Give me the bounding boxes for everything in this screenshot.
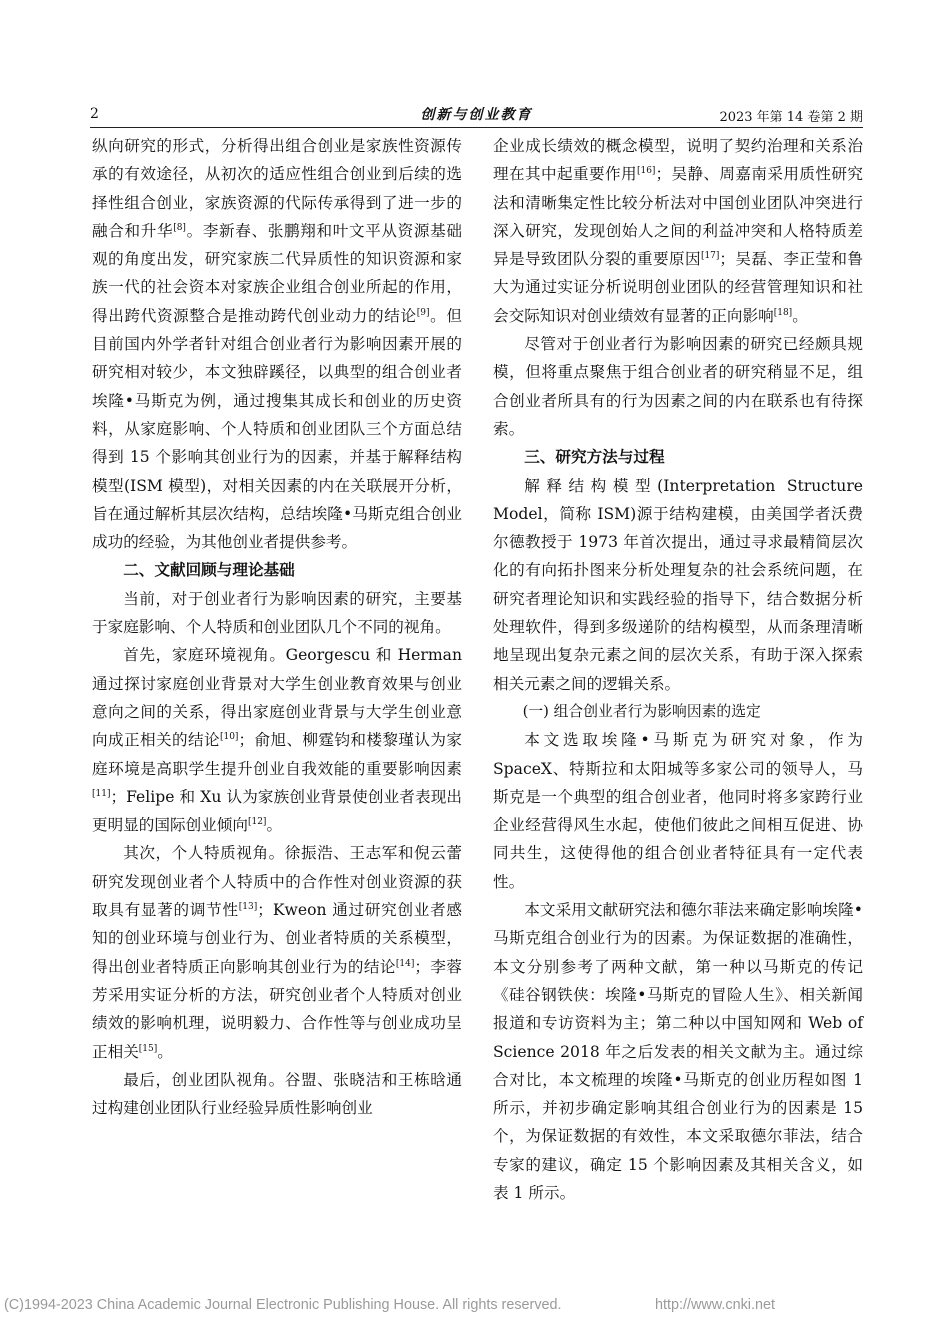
copyright-notice: (C)1994-2023 China Academic Journal Electronic Publishing House. All rights reserved. [4,1297,562,1313]
citation: [13] [238,901,258,912]
paragraph: 企业成长绩效的概念模型，说明了契约治理和关系治理在其中起重要作用[16]；吴静、周嘉南采用质性研究法和清晰集定性比较分析法对中国创业团队冲突进行深入研究，发现创始人之间的利益冲突和人格特质差异是导致团队分裂的重要原因[17]；吴磊、李正莹和鲁大为通过实证分析说明创业团队的经营管理知识和社会交际知识对创业绩效有显著的正向影响[18]。 [493,137,863,325]
citation: [10] [219,732,239,743]
section-heading: 三、研究方法与过程 [524,448,665,467]
left-column [92,132,462,1122]
issue-info: 2023 年第 14 卷第 2 期 [719,110,863,125]
paragraph: 解释结构模型(Interpretation Structure Model，简称 ISM)源于结构建模，由美国学者沃费尔德教授于 1973 年首次提出，通过寻求最精简层次化的有向拓扑图来分析处理复杂的社会系统问题，在研究者理论知识和实践经验的指导下，结合数据分析处理软件，得到多级递阶的结构模型，从而条理清晰地呈现出复杂元素之间的层次关系，有助于深入探索相关元素之间的逻辑关系。 [493,476,863,693]
paragraph: 本文选取埃隆•马斯克为研究对象，作为 SpaceX、特斯拉和太阳城等多家公司的领导人，马斯克是一个典型的组合创业者，他同时将多家跨行业企业经营得风生水起，使他们彼此之间相互促进、协同共生，这使得他的组合创业者特征具有一定代表性。 [493,731,863,891]
citation: [17] [700,251,720,261]
running-header [90,104,863,126]
citation: [15] [138,1043,158,1054]
paragraph: 本文采用文献研究法和德尔菲法来确定影响埃隆•马斯克组合创业行为的因素。为保证数据的准确性，本文分别参考了两种文献，第一种以马斯克的传记《硅谷钢铁侠：埃隆•马斯克的冒险人生》、相关新闻报道和专访资料为主；第二种以中国知网和 Web of Science 2018 年之后发表的相关文献为主。通过综合对比，本文梳理的埃隆•马斯克的创业历程如图 1 所示，并初步确定影响其组合创业行为的因素是 15 个，为保证数据的有效性，本文采取德尔菲法，结合专家的建议，确定 15 个影响因素及其相关含义，如表 1 所示。 [493,901,863,1202]
citation: [9] [416,307,430,318]
citation: [18] [773,307,793,318]
page-footer [0,1297,950,1317]
paragraph: 其次，个人特质视角。徐振浩、王志军和倪云蕾研究发现创业者个人特质中的合作性对创业资源的获取具有显著的调节性[13]；Kweon 通过研究创业者感知的创业环境与创业行为、创业者特质的关系模型，得出创业者特质正向影响其创业行为的结论[14]；李蓉芳采用实证分析的方法，研究创业者个人特质对创业绩效的影响机理，说明毅力、合作性等与创业成功呈正相关[15]。 [92,844,462,1061]
paragraph: 纵向研究的形式，分析得出组合创业是家族性资源传承的有效途径，从初次的适应性组合创业到后续的选择性组合创业，家族资源的代际传承得到了进一步的融合和升华[8]。李新春、张鹏翔和叶文平从资源基础观的角度出发，研究家族二代异质性的知识资源和家族一代的社会资本对家族企业组合创业所起的作用，得出跨代资源整合是推动跨代创业动力的结论[9]。但目前国内外学者针对组合创业者行为影响因素开展的研究相对较少，本文独辟蹊径，以典型的组合创业者埃隆•马斯克为例，通过搜集其成长和创业的历史资料，从家庭影响、个人特质和创业团队三个方面总结得到 15 个影响其创业行为的因素，并基于解释结构模型(ISM 模型)，对相关因素的内在关联展开分析，旨在通过解析其层次结构，总结埃隆•马斯克组合创业成功的经验，为其他创业者提供参考。 [92,137,462,552]
citation: [8] [173,222,186,233]
journal-title: 创新与创业教育 [420,107,533,123]
header-rule [90,127,863,128]
paragraph: 当前，对于创业者行为影响因素的研究，主要基于家庭影响、个人特质和创业团队几个不同的视角。 [92,589,462,637]
paragraph: 首先，家庭环境视角。Georgescu 和 Herman 通过探讨家庭创业背景对大学生创业教育效果与创业意向之间的关系，得出家庭创业背景与大学生创业意向成正相关的结论[10]；俞旭、柳霆钧和楼黎瑾认为家庭环境是高职学生提升创业自我效能的重要影响因素[11]；Felipe 和 Xu 认为家族创业背景使创业者表现出更明显的国际创业倾向[12]。 [92,646,462,835]
subsection-heading: (一) 组合创业者行为影响因素的选定 [522,702,761,720]
right-column [493,132,863,1207]
site-link[interactable]: http://www.cnki.net [655,1297,775,1313]
citation: [12] [247,816,267,827]
section-heading: 二、文献回顾与理论基础 [123,561,295,580]
paragraph: 尽管对于创业者行为影响因素的研究已经颇具规模，但将重点聚焦于组合创业者的研究稍显不足，组合创业者所具有的行为因素之间的内在联系也有待探索。 [493,335,863,438]
citation: [11] [92,788,111,799]
citation: [14] [395,958,415,969]
citation: [16] [636,166,656,177]
page-number: 2 [90,106,99,122]
paragraph: 最后，创业团队视角。谷盟、张晓洁和王栋晗通过构建创业团队行业经验异质性影响创业 [92,1070,462,1118]
